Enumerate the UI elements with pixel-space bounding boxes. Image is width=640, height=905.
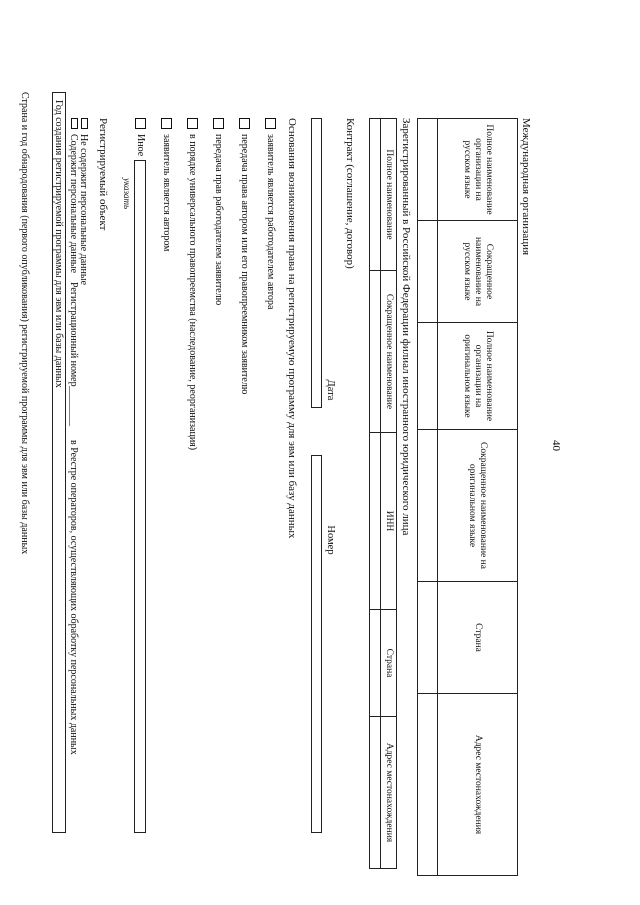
- intl-cell-empty[interactable]: [418, 323, 438, 430]
- intl-cell-empty[interactable]: [418, 582, 438, 694]
- intl-col-short-ru: Сокращенное наименование на русском языке: [438, 221, 518, 323]
- branch-col-country: Страна: [381, 610, 397, 717]
- checkbox-transfer-author[interactable]: [239, 118, 250, 129]
- branch-col-short: Сокращенное наименование: [381, 271, 397, 433]
- intl-cell-empty[interactable]: [418, 119, 438, 221]
- checkbox-employer[interactable]: [265, 118, 276, 129]
- branch-cell-empty[interactable]: [370, 717, 381, 869]
- page-number: 40: [550, 440, 562, 451]
- registered-object-heading: Регистрируемый объект: [97, 118, 109, 231]
- checkbox-author[interactable]: [161, 118, 172, 129]
- checkbox-succession[interactable]: [187, 118, 198, 129]
- branch-col-inn: ИНН: [381, 433, 397, 610]
- contract-date-label: Дата: [325, 379, 336, 401]
- reg-number-blank[interactable]: ________: [68, 386, 79, 426]
- intl-col-full-ru: Полное наименование организации на русском языке: [438, 119, 518, 221]
- checkbox-has-personal-data[interactable]: [71, 118, 78, 129]
- branch-cell-empty[interactable]: [370, 119, 381, 271]
- option-author: заявитель является автором: [161, 134, 172, 252]
- checkbox-transfer-employer[interactable]: [213, 118, 224, 129]
- option-has-personal-data: Содержит персональные данные: [68, 134, 79, 274]
- option-succession: в порядке универсального правопреемства (наследование, реорганизация): [187, 134, 198, 451]
- intl-org-heading: Международная организация: [520, 118, 532, 256]
- intl-cell-empty[interactable]: [418, 430, 438, 582]
- intl-org-table: [417, 118, 518, 876]
- branch-cell-empty[interactable]: [370, 610, 381, 717]
- checkbox-other[interactable]: [135, 118, 146, 129]
- intl-col-full-orig: Полное наименование организации на оригинальном языке: [438, 323, 518, 430]
- intl-col-address: Адрес местонахождения: [438, 694, 518, 876]
- registry-text: в Реестре операторов, осуществляющих обработку персональных данных: [68, 440, 79, 755]
- intl-cell-empty[interactable]: [418, 221, 438, 323]
- branch-col-full: Полное наименование: [381, 119, 397, 271]
- branch-heading: Зарегистрированный в Российской Федерации филиал иностранного юридического лица: [400, 118, 412, 536]
- other-hint: указать: [122, 178, 132, 210]
- intl-col-country: Страна: [438, 582, 518, 694]
- checkbox-no-personal-data[interactable]: [81, 118, 88, 129]
- rights-heading: Основания возникновения права на регистрируемую программу для эвм или базу данных: [286, 118, 298, 539]
- other-field[interactable]: [134, 160, 146, 833]
- branch-table: [369, 118, 397, 869]
- year-created-label: Год создания регистрируемой программы для эвм или базы данных: [53, 100, 64, 388]
- intl-col-short-orig: Сокращенное наименование на оригинальном языке: [438, 430, 518, 582]
- footer-country-year: Страна и год обнародования (первого опубликования) регистрируемой программы для эвм или базы данных: [19, 92, 30, 555]
- intl-cell-empty[interactable]: [418, 694, 438, 876]
- option-other: Иное: [135, 134, 146, 157]
- contract-number-label: Номер: [325, 525, 336, 555]
- branch-cell-empty[interactable]: [370, 271, 381, 433]
- option-transfer-author: передача права автором или его правопреемником заявителю: [239, 134, 250, 395]
- contract-number-field[interactable]: [311, 455, 322, 833]
- contract-label: Контракт (соглашение, договор): [344, 118, 356, 269]
- branch-col-address: Адрес местонахождения: [381, 717, 397, 869]
- contract-date-field[interactable]: [311, 118, 322, 408]
- option-employer: заявитель является работодателем автора: [265, 134, 276, 310]
- reg-number-label: Регистрационный номер: [68, 282, 79, 387]
- branch-cell-empty[interactable]: [370, 433, 381, 610]
- option-transfer-employer: передача прав работодателем заявителю: [213, 134, 224, 306]
- option-no-personal-data: Не содержит персональные данные: [78, 134, 89, 286]
